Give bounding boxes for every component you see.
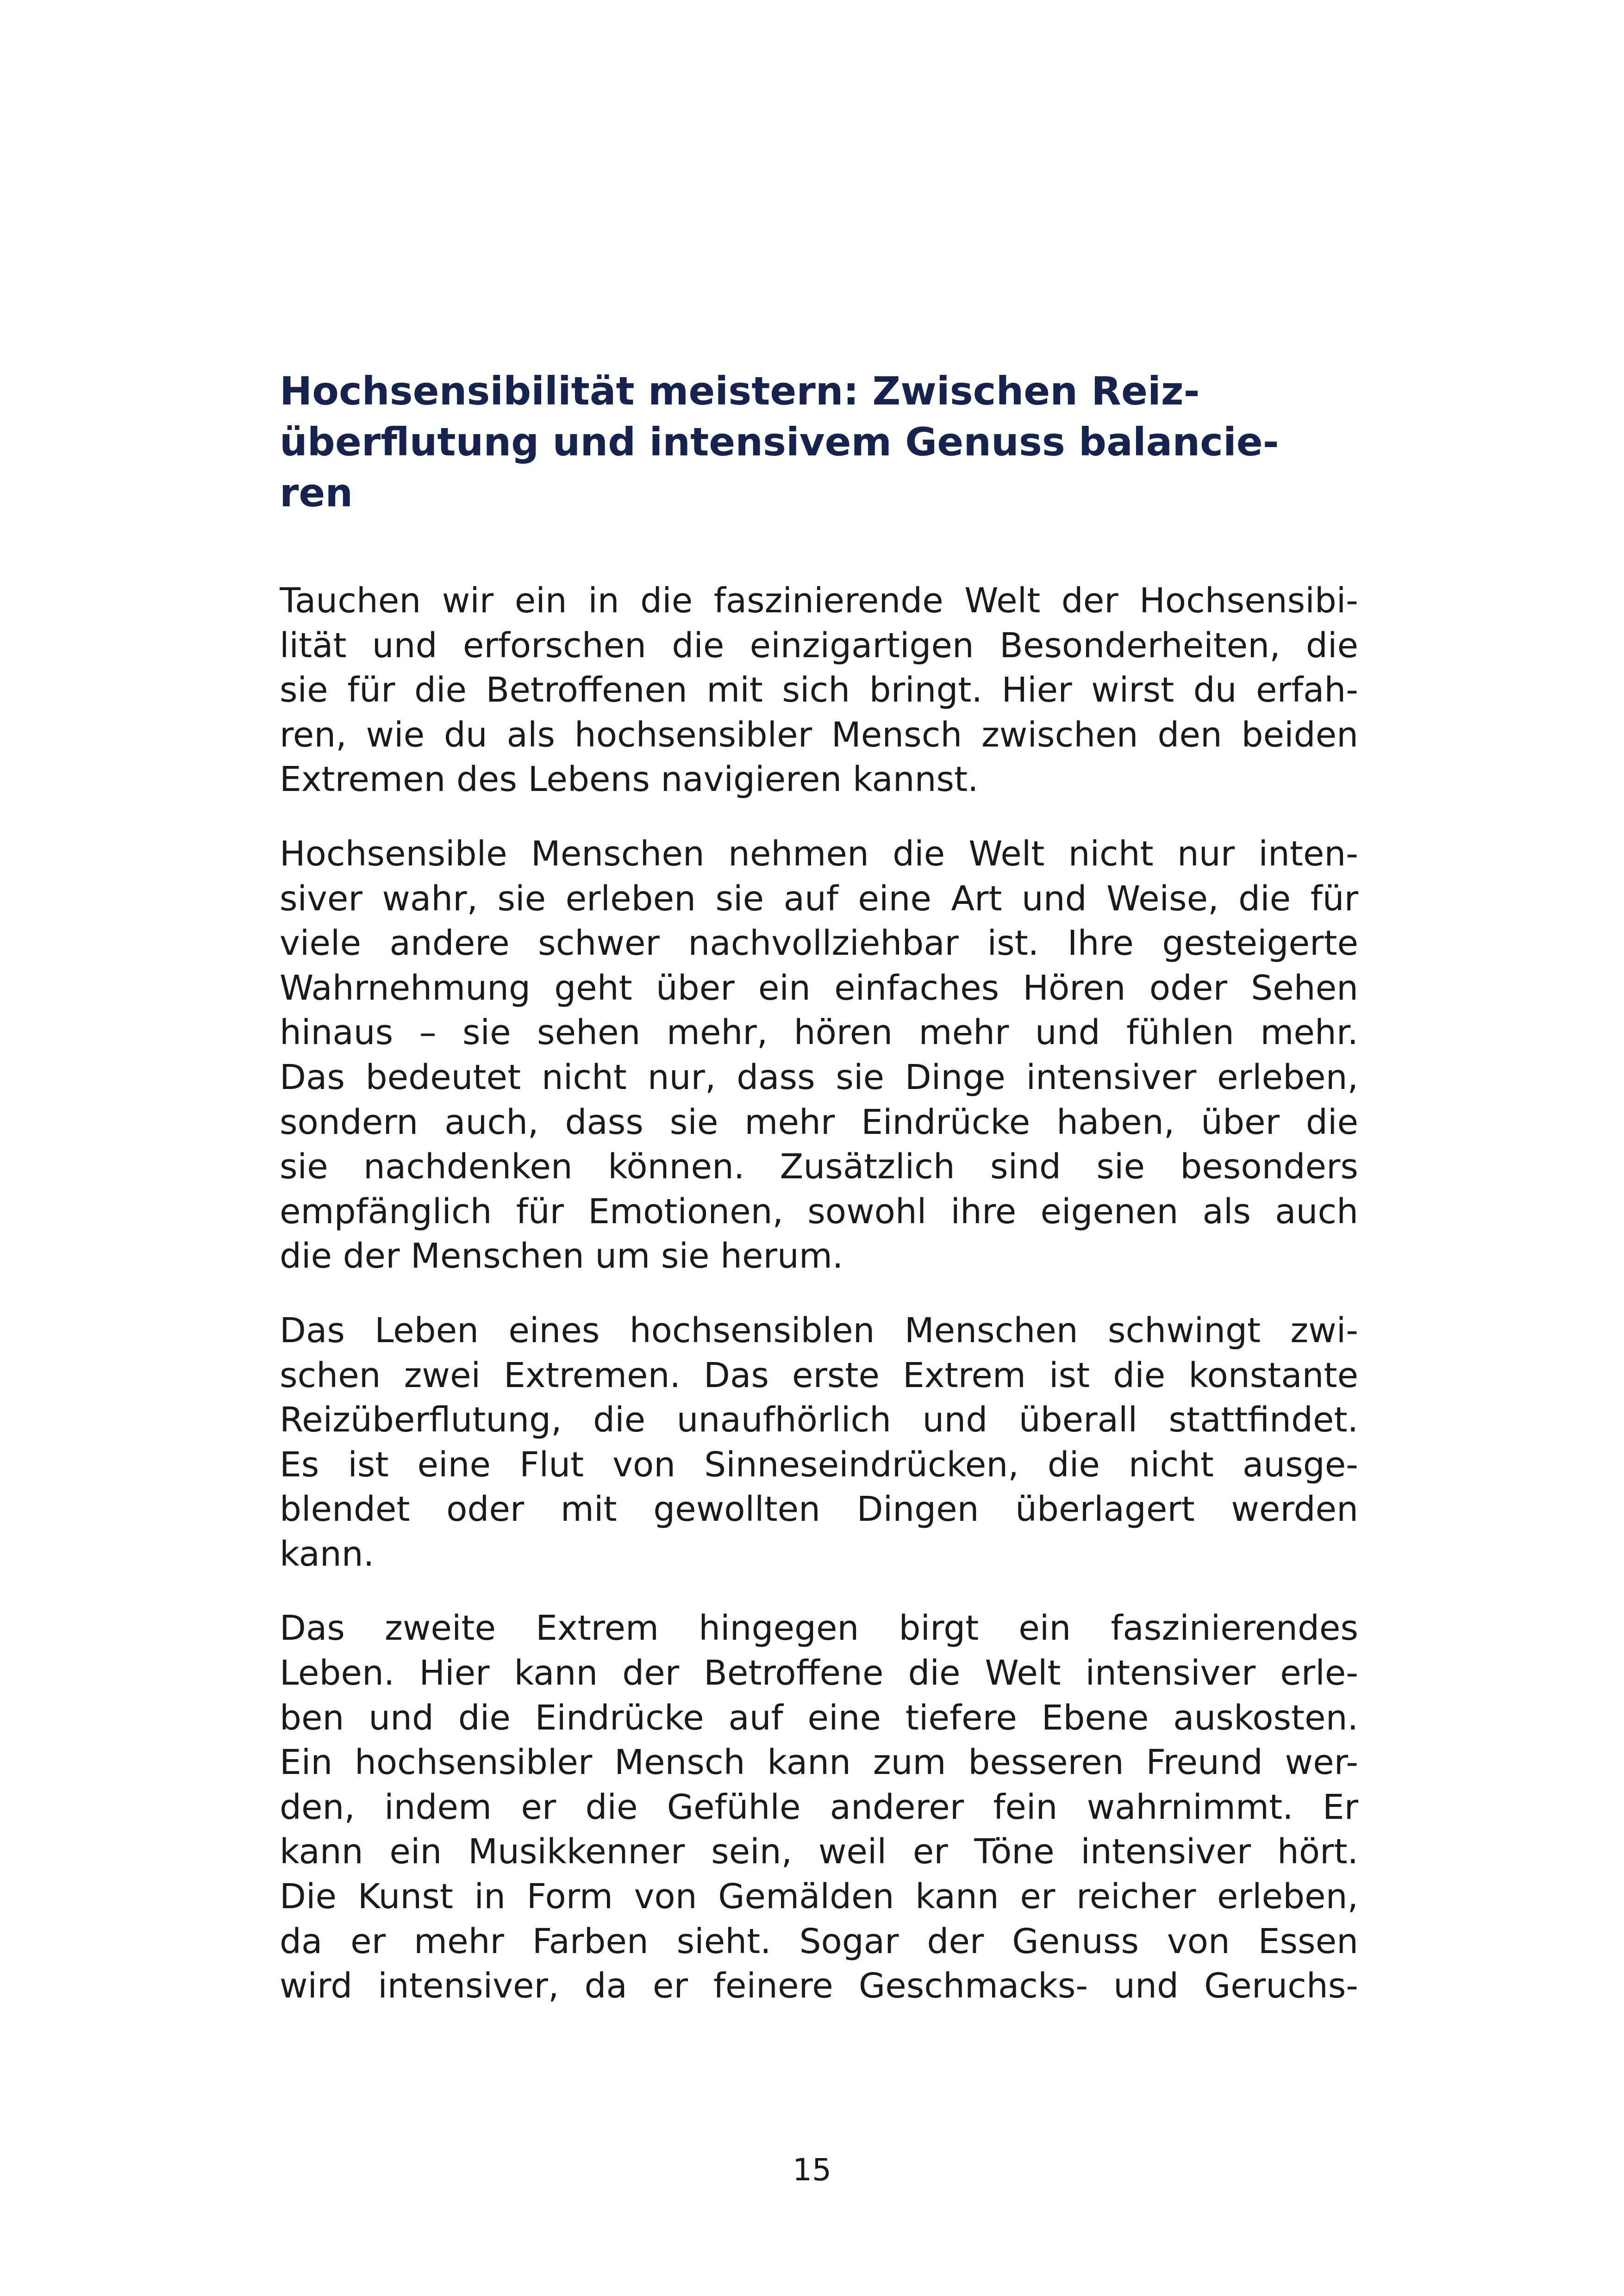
body-paragraph: [280, 1308, 1358, 1577]
paragraph-line: sie für die Betroffenen mit sich bringt. Hier wirst du erfah-: [280, 670, 1358, 710]
paragraph-line: hinaus – sie sehen mehr, hören mehr und fühlen mehr.: [280, 1013, 1358, 1053]
paragraph-line: lität und erforschen die einzigartigen Besonderheiten, die: [280, 625, 1358, 666]
paragraph-line: empfänglich für Emotionen, sowohl ihre eigenen als auch: [280, 1191, 1358, 1232]
paragraph-line: ben und die Eindrücke auf eine tiefere Ebene auskosten.: [280, 1698, 1358, 1738]
paragraph-line: den, indem er die Gefühle anderer fein wahrnimmt. Er: [280, 1787, 1358, 1827]
paragraph-line: sondern auch, dass sie mehr Eindrücke haben, über die: [280, 1102, 1358, 1142]
paragraph-line: kann ein Musikkenner sein, weil er Töne intensiver hört.: [280, 1832, 1358, 1872]
paragraph-line: Die Kunst in Form von Gemälden kann er reicher erleben,: [280, 1877, 1358, 1917]
paragraph-line: Das Leben eines hochsensiblen Menschen schwingt zwi-: [280, 1310, 1358, 1350]
body-paragraph: [280, 832, 1358, 1279]
body-paragraph: [280, 1606, 1358, 2008]
paragraph-line: da er mehr Farben sieht. Sogar der Genuss von Essen: [280, 1921, 1358, 1961]
page-number: 15: [793, 2152, 831, 2188]
paragraph-line: siver wahr, sie erleben sie auf eine Art und Weise, die für: [280, 878, 1358, 919]
paragraph-line: Tauchen wir ein in die faszinierende Welt der Hochsensibi-: [280, 581, 1358, 621]
paragraph-line: Extremen des Lebens navigieren kannst.: [280, 759, 979, 800]
chapter-heading: [280, 366, 1358, 518]
paragraph-line: sie nachdenken können. Zusätzlich sind sie besonders: [280, 1147, 1358, 1187]
paragraph-line: blendet oder mit gewollten Dingen überlagert werden: [280, 1489, 1358, 1530]
heading-line: Hochsensibilität meistern: Zwischen Reiz-: [280, 368, 1200, 414]
paragraph-line: Das bedeutet nicht nur, dass sie Dinge intensiver erleben,: [280, 1057, 1358, 1097]
paragraph-line: Leben. Hier kann der Betroffene die Welt intensiver erle-: [280, 1653, 1358, 1693]
paragraph-line: Hochsensible Menschen nehmen die Welt nicht nur inten-: [280, 834, 1358, 874]
heading-line: ren: [280, 470, 353, 516]
body-paragraph: [280, 579, 1358, 802]
paragraph-line: wird intensiver, da er feinere Geschmacks- und Geruchs-: [280, 1966, 1358, 2006]
heading-line: überflutung und intensivem Genuss balancie-: [280, 419, 1279, 465]
body-text: [280, 579, 1358, 2038]
paragraph-line: schen zwei Extremen. Das erste Extrem ist die konstante: [280, 1355, 1358, 1395]
paragraph-line: kann.: [280, 1534, 375, 1574]
paragraph-line: Es ist eine Flut von Sinneseindrücken, die nicht ausge-: [280, 1444, 1358, 1485]
paragraph-line: die der Menschen um sie herum.: [280, 1236, 843, 1276]
paragraph-line: Das zweite Extrem hingegen birgt ein faszinierendes: [280, 1608, 1358, 1649]
paragraph-line: Reizüberflutung, die unaufhörlich und überall stattfindet.: [280, 1400, 1358, 1440]
paragraph-line: viele andere schwer nachvollziehbar ist. Ihre gesteigerte: [280, 923, 1358, 964]
paragraph-line: Ein hochsensibler Mensch kann zum besseren Freund wer-: [280, 1742, 1358, 1783]
paragraph-line: ren, wie du als hochsensibler Mensch zwischen den beiden: [280, 715, 1358, 755]
paragraph-line: Wahrnehmung geht über ein einfaches Hören oder Sehen: [280, 968, 1358, 1008]
